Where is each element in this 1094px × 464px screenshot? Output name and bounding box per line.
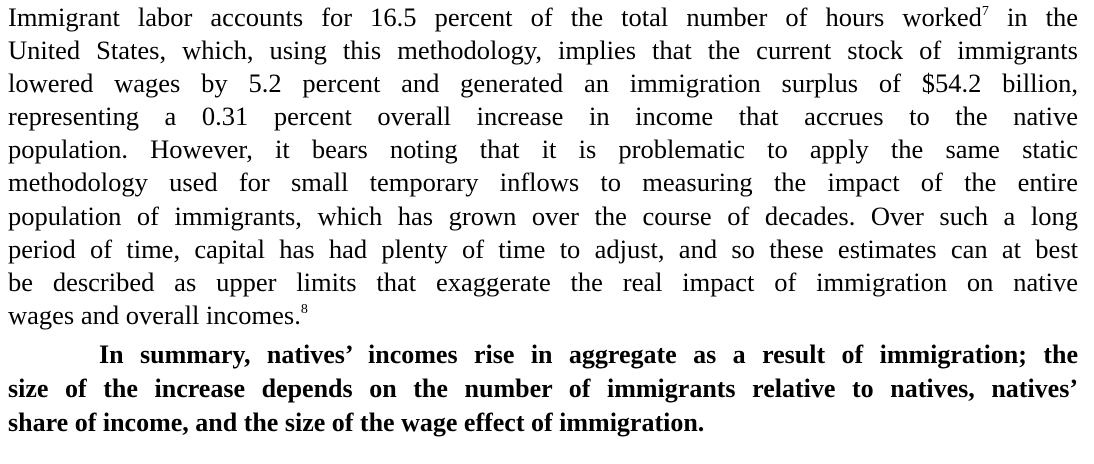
footnote-marker: 8 [300,301,308,317]
paragraph-line: United States, which, using this methodology, implies that the current stock of immigrants [8,35,1078,66]
paragraph-line: methodology used for small temporary inflows to measuring the impact of the entire [8,167,1078,198]
paragraph-line: representing a 0.31 percent overall increase in income that accrues to the native [8,101,1078,132]
paragraph-line: lowered wages by 5.2 percent and generated an immigration surplus of $54.2 billion, [8,68,1078,99]
paragraph-line: population. However, it bears noting that it is problematic to apply the same static [8,134,1078,165]
paragraph-line: Immigrant labor accounts for 16.5 percent of the total number of hours worked$^7$ in the [8,2,1078,32]
summary-line: In summary, natives’ incomes rise in aggregate as a result of immigration; the [99,340,1078,369]
paragraph-line: population of immigrants, which has grown over the course of decades. Over such a long [8,200,1078,231]
paragraph-line: be described as upper limits that exaggerate the real impact of immigration on native [8,266,1078,297]
summary-line: size of the increase depends on the number of immigrants relative to natives, natives’ [8,374,1078,403]
footnote-marker: 7 [981,4,989,19]
paragraph-line: wages and overall incomes.$^8$ [8,299,308,330]
paragraph-line: period of time, capital has had plenty of time to adjust, and so these estimates can at best [8,233,1078,264]
summary-line: share of income, and the size of the wage effect of immigration. [8,408,705,437]
summary-paragraph [8,338,1078,440]
body-paragraph [8,1,1078,332]
